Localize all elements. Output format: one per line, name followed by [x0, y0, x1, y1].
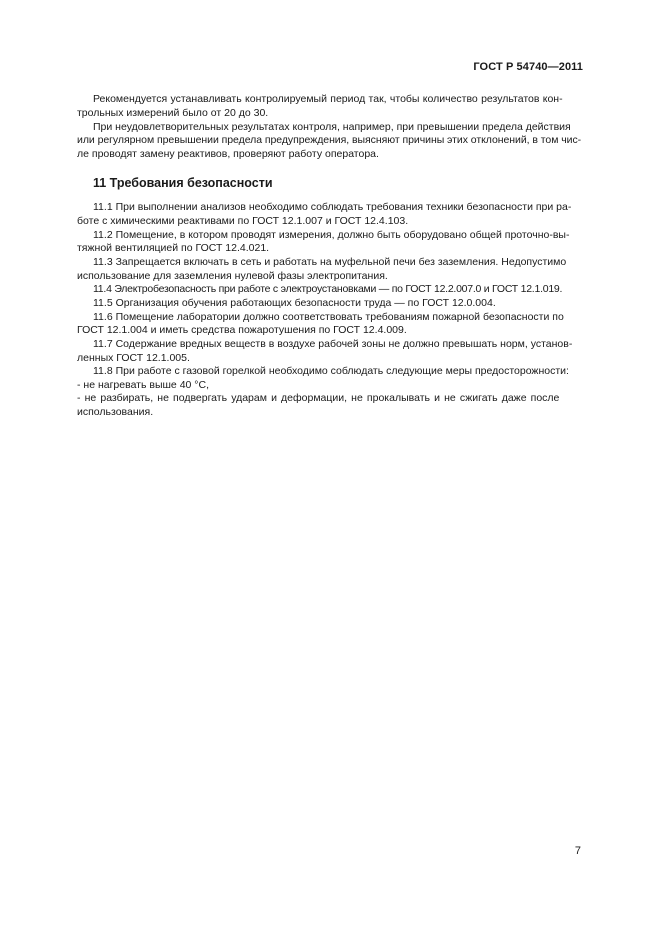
text-line: ле проводят замену реактивов, проверяют работу оператора. — [77, 148, 379, 160]
text-line: При неудовлетворительных результатах контроля, например, при превышении предела действия — [93, 121, 571, 133]
text-line: 11.2 Помещение, в котором проводят измерения, должно быть оборудовано общей проточно-вы- — [93, 229, 570, 241]
text-line: ленных ГОСТ 12.1.005. — [77, 352, 190, 364]
text-line: 11.1 При выполнении анализов необходимо соблюдать требования техники безопасности при ра- — [93, 201, 572, 213]
text-line: 11.5 Организация обучения работающих безопасности труда — по ГОСТ 12.0.004. — [93, 297, 496, 309]
text-line: 11.4 Электробезопасность при работе с электроустановками — по ГОСТ 12.2.007.0 и ГОСТ 12.1.019. — [93, 283, 563, 295]
text-line: трольных измерений было от 20 до 30. — [77, 107, 269, 119]
document-code-header: ГОСТ Р 54740—2011 — [473, 61, 583, 73]
text-line: тяжной вентиляцией по ГОСТ 12.4.021. — [77, 242, 270, 254]
text-line: боте с химическими реактивами по ГОСТ 12.1.007 и ГОСТ 12.4.103. — [77, 215, 409, 227]
text-line: ГОСТ 12.1.004 и иметь средства пожаротушения по ГОСТ 12.4.009. — [77, 324, 407, 336]
text-line: использования. — [77, 406, 154, 418]
list-item: - не разбирать, не подвергать ударам и деформации, не прокалывать и не сжигать даже после — [77, 392, 560, 404]
text-line: 11.3 Запрещается включать в сеть и работать на муфельной печи без заземления. Недопустимо — [93, 256, 567, 268]
text-line: использование для заземления нулевой фазы электропитания. — [77, 270, 388, 282]
text-line: или регулярном превышении предела предупреждения, выясняют причины этих отклонений, в том чис- — [77, 134, 582, 146]
page-number: 7 — [574, 845, 581, 857]
text-line: 11.6 Помещение лаборатории должно соответствовать требованиям пожарной безопасности по — [93, 311, 564, 323]
text-line: 11.7 Содержание вредных веществ в воздухе рабочей зоны не должно превышать норм, установ- — [93, 338, 573, 350]
section-heading: 11 Требования безопасности — [93, 176, 273, 190]
text-line: Рекомендуется устанавливать контролируемый период так, чтобы количество результатов кон- — [93, 93, 563, 105]
text-line: 11.8 При работе с газовой горелкой необходимо соблюдать следующие меры предосторожности: — [93, 365, 569, 377]
list-item: - не нагревать выше 40 °С, — [77, 379, 209, 391]
